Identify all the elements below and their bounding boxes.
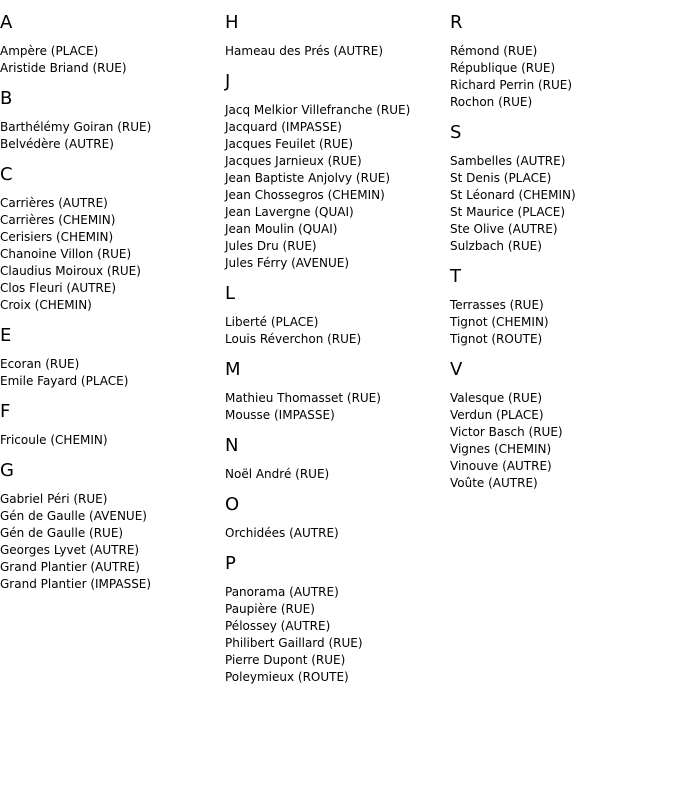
street-list-item — [225, 153, 450, 170]
street-list-item — [450, 153, 675, 170]
letter-group — [0, 163, 225, 314]
letter-group — [225, 493, 450, 542]
letter-group — [0, 87, 225, 153]
street-link[interactable]: Sambelles (AUTRE) — [450, 154, 566, 168]
street-list-item — [225, 635, 450, 652]
street-list — [0, 119, 225, 153]
street-link[interactable]: Jacques Jarnieux (RUE) — [225, 154, 362, 168]
street-link[interactable]: Louis Réverchon (RUE) — [225, 332, 362, 346]
street-link[interactable]: Poleymieux (ROUTE) — [225, 670, 349, 684]
street-list-item — [450, 390, 675, 407]
letter-group — [0, 324, 225, 390]
street-link[interactable]: Fricoule (CHEMIN) — [0, 433, 108, 447]
street-list-item — [0, 212, 225, 229]
letter-group — [450, 265, 675, 348]
street-link[interactable]: Grand Plantier (IMPASSE) — [0, 577, 152, 591]
street-list — [225, 584, 450, 686]
column-3 — [450, 0, 675, 492]
street-list-item — [225, 314, 450, 331]
street-list-item — [225, 170, 450, 187]
street-link[interactable]: Jean Baptiste Anjolvy (RUE) — [225, 171, 390, 185]
street-list-item — [0, 508, 225, 525]
column-1 — [0, 0, 225, 593]
street-list-item — [225, 525, 450, 542]
street-link[interactable]: Liberté (PLACE) — [225, 315, 319, 329]
street-list-item — [0, 559, 225, 576]
street-list-item — [225, 331, 450, 348]
street-list-item — [450, 475, 675, 492]
street-list-item — [0, 297, 225, 314]
street-list-item — [225, 407, 450, 424]
street-list-item — [450, 458, 675, 475]
street-link[interactable]: Victor Basch (RUE) — [450, 425, 563, 439]
street-link[interactable]: Panorama (AUTRE) — [225, 585, 339, 599]
letter-group — [225, 358, 450, 424]
street-list-item — [0, 356, 225, 373]
street-link[interactable]: Cerisiers (CHEMIN) — [0, 230, 114, 244]
street-link[interactable]: Barthélémy Goiran (RUE) — [0, 120, 152, 134]
street-list-item — [450, 60, 675, 77]
street-link[interactable]: Tignot (ROUTE) — [450, 332, 543, 346]
street-link[interactable]: St Maurice (PLACE) — [450, 205, 566, 219]
street-link[interactable]: Jules Férry (AVENUE) — [225, 256, 350, 270]
street-list-item — [0, 246, 225, 263]
letter-group — [450, 11, 675, 111]
street-link[interactable]: Georges Lyvet (AUTRE) — [0, 543, 140, 557]
letter-heading: S — [450, 122, 462, 143]
street-list-item — [450, 204, 675, 221]
street-list — [0, 43, 225, 77]
letter-group — [225, 11, 450, 60]
street-link[interactable]: St Denis (PLACE) — [450, 171, 552, 185]
street-list-item — [450, 221, 675, 238]
street-list-item — [450, 43, 675, 60]
street-link[interactable]: Voûte (AUTRE) — [450, 476, 538, 490]
street-list — [0, 195, 225, 314]
street-link[interactable]: Pierre Dupont (RUE) — [225, 653, 346, 667]
letter-heading: T — [450, 266, 461, 287]
street-list-item — [225, 119, 450, 136]
street-list — [0, 491, 225, 593]
street-link[interactable]: Gén de Gaulle (RUE) — [0, 526, 124, 540]
street-list — [450, 43, 675, 111]
street-link[interactable]: Valesque (RUE) — [450, 391, 543, 405]
street-link[interactable]: Tignot (CHEMIN) — [450, 315, 549, 329]
street-list-item — [0, 525, 225, 542]
street-list — [450, 297, 675, 348]
street-list-item — [0, 60, 225, 77]
street-list-item — [450, 407, 675, 424]
street-list-item — [0, 280, 225, 297]
street-list-item — [225, 584, 450, 601]
street-link[interactable]: St Léonard (CHEMIN) — [450, 188, 576, 202]
street-link[interactable]: Clos Fleuri (AUTRE) — [0, 281, 117, 295]
street-list-item — [0, 491, 225, 508]
street-link[interactable]: Ecoran (RUE) — [0, 357, 80, 371]
street-list-item — [225, 466, 450, 483]
street-link[interactable]: Verdun (PLACE) — [450, 408, 544, 422]
street-link[interactable]: Jean Moulin (QUAI) — [225, 222, 338, 236]
street-link[interactable]: Belvédère (AUTRE) — [0, 137, 114, 151]
street-list — [225, 390, 450, 424]
letter-heading: B — [0, 88, 13, 109]
street-list — [225, 525, 450, 542]
street-link[interactable]: Croix (CHEMIN) — [0, 298, 92, 312]
street-list-item — [225, 238, 450, 255]
street-link[interactable]: Sulzbach (RUE) — [450, 239, 542, 253]
letter-group — [225, 282, 450, 348]
letter-heading: N — [225, 435, 239, 456]
letter-heading: H — [225, 12, 239, 33]
letter-heading: V — [450, 359, 463, 380]
street-link[interactable]: Gén de Gaulle (AVENUE) — [0, 509, 147, 523]
street-link[interactable]: Pélossey (AUTRE) — [225, 619, 331, 633]
letter-heading: E — [0, 325, 12, 346]
street-link[interactable]: Jean Lavergne (QUAI) — [225, 205, 354, 219]
street-list-item — [225, 255, 450, 272]
street-list-item — [225, 390, 450, 407]
letter-heading: O — [225, 494, 240, 515]
street-link[interactable]: Jacq Melkior Villefranche (RUE) — [225, 103, 411, 117]
letter-heading: P — [225, 553, 236, 574]
street-list-item — [450, 424, 675, 441]
street-link[interactable]: Carrières (AUTRE) — [0, 196, 108, 210]
letter-heading: F — [0, 401, 11, 422]
street-list-item — [0, 229, 225, 246]
street-list-item — [450, 238, 675, 255]
street-list — [450, 390, 675, 492]
street-list-item — [225, 652, 450, 669]
street-list — [225, 43, 450, 60]
street-link[interactable]: Orchidées (AUTRE) — [225, 526, 339, 540]
street-list-item — [450, 170, 675, 187]
street-link[interactable]: Claudius Moiroux (RUE) — [0, 264, 141, 278]
street-link[interactable]: République (RUE) — [450, 61, 556, 75]
street-link[interactable]: Vinouve (AUTRE) — [450, 459, 552, 473]
street-list-item — [225, 221, 450, 238]
street-link[interactable]: Carrières (CHEMIN) — [0, 213, 116, 227]
street-list-item — [0, 373, 225, 390]
street-link[interactable]: Emile Fayard (PLACE) — [0, 374, 129, 388]
column-2 — [225, 0, 450, 686]
street-list-item — [225, 102, 450, 119]
street-link[interactable]: Noël André (RUE) — [225, 467, 330, 481]
street-link[interactable]: Mousse (IMPASSE) — [225, 408, 335, 422]
street-list-item — [0, 43, 225, 60]
street-list-item — [450, 187, 675, 204]
street-link[interactable]: Jean Chossegros (CHEMIN) — [225, 188, 385, 202]
street-list — [225, 314, 450, 348]
street-list-item — [0, 432, 225, 449]
street-list-item — [225, 618, 450, 635]
street-list-item — [225, 204, 450, 221]
street-list — [0, 356, 225, 390]
letter-heading: L — [225, 283, 236, 304]
street-link[interactable]: Jules Dru (RUE) — [225, 239, 317, 253]
street-list-item — [450, 297, 675, 314]
street-list-item — [225, 669, 450, 686]
street-link[interactable]: Gabriel Péri (RUE) — [0, 492, 108, 506]
street-link[interactable]: Rochon (RUE) — [450, 95, 533, 109]
street-list-item — [0, 576, 225, 593]
street-link[interactable]: Ampère (PLACE) — [0, 44, 99, 58]
street-list — [225, 102, 450, 272]
letter-heading: J — [225, 71, 231, 92]
street-link[interactable]: Jacquard (IMPASSE) — [225, 120, 342, 134]
street-link[interactable]: Jacques Feuilet (RUE) — [225, 137, 354, 151]
street-link[interactable]: Aristide Briand (RUE) — [0, 61, 127, 75]
street-list-item — [450, 77, 675, 94]
street-list — [225, 466, 450, 483]
street-list — [450, 153, 675, 255]
street-link[interactable]: Paupière (RUE) — [225, 602, 315, 616]
street-list-item — [225, 601, 450, 618]
letter-group — [225, 70, 450, 272]
street-link[interactable]: Hameau des Prés (AUTRE) — [225, 44, 384, 58]
letter-group — [0, 11, 225, 77]
street-link[interactable]: Richard Perrin (RUE) — [450, 78, 573, 92]
street-list — [0, 432, 225, 449]
letter-group — [450, 358, 675, 492]
street-link[interactable]: Grand Plantier (AUTRE) — [0, 560, 140, 574]
street-list-item — [0, 119, 225, 136]
letter-heading: M — [225, 359, 241, 380]
street-list-item — [450, 94, 675, 111]
street-link[interactable]: Philibert Gaillard (RUE) — [225, 636, 363, 650]
letter-group — [225, 434, 450, 483]
street-link[interactable]: Ste Olive (AUTRE) — [450, 222, 558, 236]
street-list-item — [450, 314, 675, 331]
street-list-item — [0, 195, 225, 212]
letter-heading: G — [0, 460, 14, 481]
street-link[interactable]: Mathieu Thomasset (RUE) — [225, 391, 381, 405]
letter-group — [450, 121, 675, 255]
street-list-item — [0, 136, 225, 153]
street-link[interactable]: Chanoine Villon (RUE) — [0, 247, 132, 261]
street-list-item — [450, 441, 675, 458]
street-link[interactable]: Terrasses (RUE) — [450, 298, 544, 312]
letter-group — [0, 400, 225, 449]
street-link[interactable]: Vignes (CHEMIN) — [450, 442, 552, 456]
street-list-item — [0, 542, 225, 559]
street-list-item — [450, 331, 675, 348]
letter-group — [0, 459, 225, 593]
street-list-item — [225, 136, 450, 153]
letter-group — [225, 552, 450, 686]
street-link[interactable]: Rémond (RUE) — [450, 44, 538, 58]
street-list-item — [0, 263, 225, 280]
letter-heading: R — [450, 12, 463, 33]
street-list-item — [225, 187, 450, 204]
letter-heading: C — [0, 164, 13, 185]
letter-heading: A — [0, 12, 13, 33]
street-list-item — [225, 43, 450, 60]
